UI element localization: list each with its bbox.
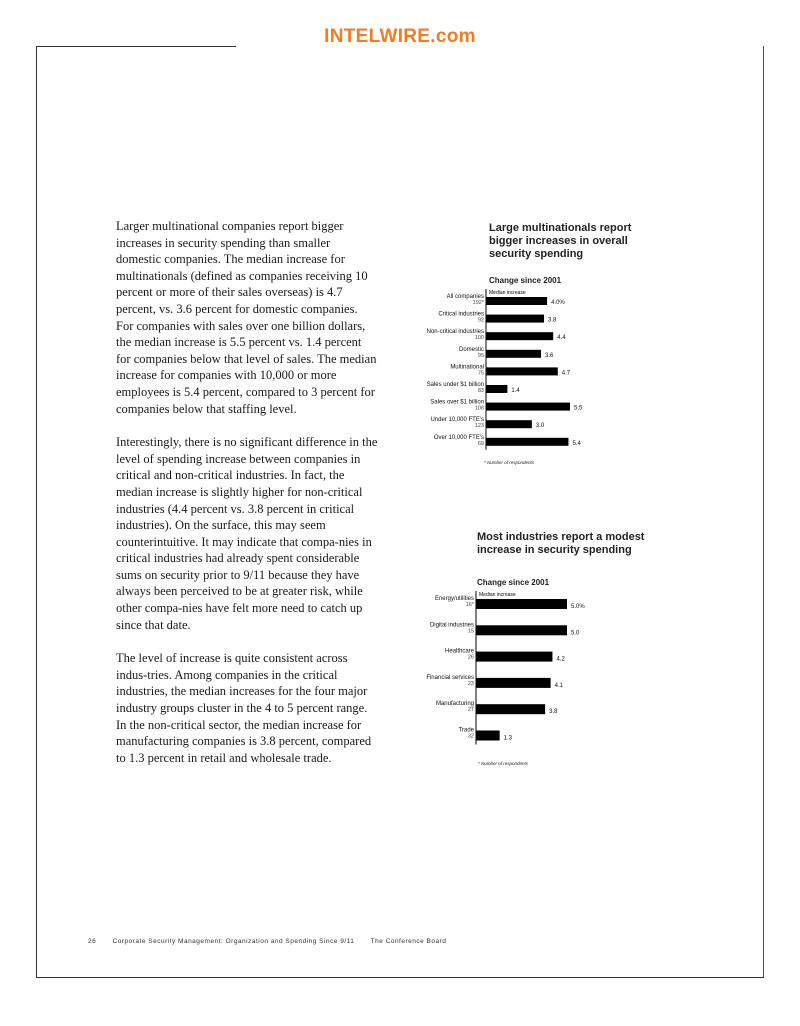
chart-1-bar [486, 420, 532, 428]
chart-1-respondent-count: 69 [477, 440, 484, 447]
chart-2-respondent-count: 26 [467, 654, 474, 661]
chart-1-category-label: Multinational [450, 364, 484, 371]
chart-2-series-label: Median increase [479, 592, 516, 598]
chart-2-value-label: 4.2 [556, 656, 565, 663]
chart-1-respondent-count: 108 [474, 405, 484, 412]
chart-1-value-label: 5.4 [572, 440, 581, 447]
paragraph-2: Interestingly, there is no significant difference in the level of spending increase between companies in critical and non-critical industries. In fact, the median increase is slightly higher for non-critical industries (4.4 percent vs. 3.8 percent in critical industries). On the surface, this may seem counterintuitive. It may indicate that compa-nies in critical industries had already spent considerable sums on security prior to 9/11 because they have always been perceived to be at greater risk, while other compa-nies have felt more need to catch up since that date. [116, 435, 378, 632]
chart-1-value-label: 4.7 [561, 370, 571, 377]
chart-2-category-label: Trade [458, 727, 474, 734]
paragraph-3: The level of increase is quite consistent across indus-tries. Among companies in the critical industries, the median increases for the four major industry groups cluster in the 4 to 5 percent range. In the non-critical sector, the median increase for manufacturing companies is 3.8 percent, compared to 1.3 percent in retail and wholesale trade. [116, 651, 372, 765]
chart-1-respondent-count: 123 [474, 423, 484, 430]
chart-2-footnote: * Number of respondents [478, 761, 529, 766]
chart-2-respondent-count: 23 [467, 680, 474, 687]
site-banner[interactable]: INTELWIRE.com [324, 26, 476, 47]
chart-1-respondent-count: 92 [477, 317, 484, 324]
chart-2-respondent-count: 32 [467, 733, 474, 740]
chart-2-respondent-count: 27 [467, 707, 474, 714]
chart-1-category-label: Critical industries [438, 311, 484, 318]
chart-1-value-label: 1.4 [511, 388, 520, 394]
chart-2-respondent-count: 16* [465, 602, 474, 608]
chart-2-category-label: Financial services [426, 674, 474, 681]
chart-1-bar [486, 350, 541, 358]
chart-2-title: Most industries report a modest increase in security spending [477, 531, 645, 556]
chart-1-value-label: 4.4 [557, 335, 566, 342]
chart-1-bar [486, 403, 570, 411]
chart-1-category-label: Domestic [458, 346, 484, 353]
chart-2-value-label: 5.0% [571, 604, 585, 610]
chart-1-category-label: Non-critical industries [426, 329, 484, 336]
chart-1-footnote: * Number of respondents [484, 460, 535, 465]
chart-1-respondent-count: 95 [477, 352, 484, 359]
chart-2-value-label: 5.0 [571, 630, 580, 637]
chart-1-bar [486, 297, 547, 305]
chart-1-value-label: 3.8 [548, 317, 557, 324]
chart-1-bar [486, 315, 544, 323]
chart-2-value-label: 1.3 [503, 735, 513, 742]
chart-2-subtitle: Change since 2001 [477, 578, 550, 587]
page-number: 26 [88, 938, 97, 945]
page-footer [88, 938, 460, 945]
chart-1-value-label: 4.0% [551, 300, 565, 306]
chart-1-category-label: Sales over $1 billion [430, 399, 484, 406]
chart-1-bar [486, 332, 553, 340]
chart-1-value-label: 3.6 [544, 352, 554, 359]
chart-2-category-label: Energy/utilities [434, 596, 474, 602]
chart-1-respondent-count: 83 [477, 388, 484, 394]
chart-2-respondent-count: 15 [467, 628, 474, 635]
chart-1-category-label: Over 10,000 FTE's [433, 434, 484, 441]
publication-title: Corporate Security Management: Organization and Spending Since 9/11 [112, 938, 355, 945]
chart-2-value-label: 3.8 [549, 709, 558, 716]
chart-1-category-label: Under 10,000 FTE's [430, 417, 484, 424]
chart-1-category-label: All companies [446, 294, 484, 300]
chart-1-bar [486, 438, 568, 446]
chart-1-value-label: 3.0 [535, 423, 545, 430]
chart-1-category-label: Sales under $1 billion [426, 382, 484, 388]
chart-1-series-label: Median increase [489, 290, 526, 296]
chart-2-category-label: Healthcare [444, 648, 474, 655]
chart-1-respondent-count: 192* [472, 300, 484, 306]
paragraph-1: Larger multinational companies report bigger increases in security spending than smaller domestic companies. The median increase for multinationals (defined as companies receiving 10 percent or more of their sales overseas) is 4.7 percent, vs. 3.6 percent for domestic companies. For companies with sales over one billion dollars, the median increase is 5.5 percent vs. 1.4 percent for companies below that level of sales. The median increase for companies with 10,000 or more employees is 5.4 percent, compared to 3 percent for companies below that staffing level. [116, 219, 377, 416]
publisher-name: The Conference Board [370, 938, 447, 945]
chart-1-bar [486, 367, 558, 375]
chart-2-category-label: Manufacturing [435, 701, 474, 708]
chart-1-title: Large multinationals report bigger increases in overall security spending [489, 222, 632, 260]
chart-1-respondent-count: 100 [474, 335, 484, 342]
chart-1-value-label: 5.5 [574, 405, 583, 412]
chart-2-category-label: Digital industries [429, 622, 474, 629]
chart-1-subtitle: Change since 2001 [489, 276, 562, 285]
chart-1-respondent-count: 75 [477, 370, 484, 377]
chart-2-value-label: 4.1 [554, 682, 563, 689]
chart-1-bar [486, 385, 507, 393]
